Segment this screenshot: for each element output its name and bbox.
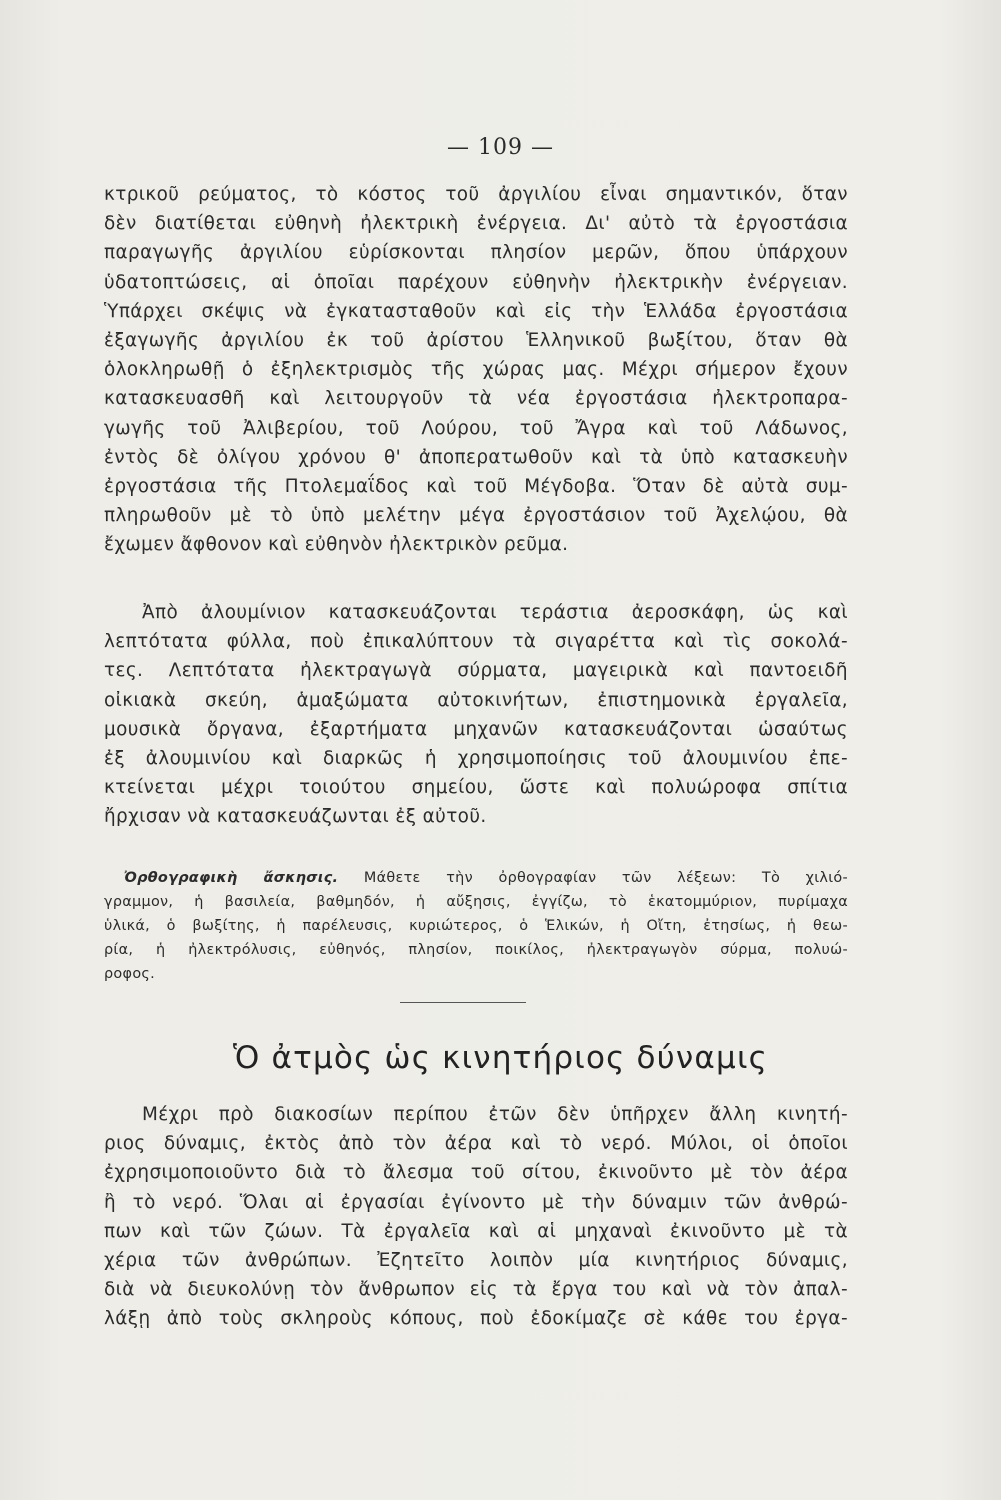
text-line: λάξῃ ἀπὸ τοὺς σκληροὺς κόπους, ποὺ ἐδοκίμαζε σὲ κάθε του ἐργα- (104, 1308, 848, 1330)
spelling-exercise (104, 866, 848, 986)
exercise-line: ρία, ἡ ἠλεκτρόλυσις, εὐθηνός, πλησίον, ποικίλος, ἠλεκτραγωγὸν σύρμα, πολυώ- (104, 942, 848, 958)
section-title: Ὁ ἀτμὸς ὡς κινητήριος δύναμις (232, 1040, 769, 1076)
text-line: ὁλοκληρωθῇ ὁ ἐξηλεκτρισμὸς τῆς χώρας μας. Μέχρι σήμερον ἔχουν (104, 359, 848, 381)
text-line: πληρωθοῦν μὲ τὸ ὑπὸ μελέτην μέγα ἐργοστάσιον τοῦ Ἀχελῴου, θὰ (104, 505, 848, 527)
text-line: λεπτότατα φύλλα, ποὺ ἐπικαλύπτουν τὰ σιγαρέττα καὶ τὶς σοκολά- (104, 631, 848, 653)
page-number: — 109 — (447, 135, 554, 160)
text-line: μουσικὰ ὄργανα, ἐξαρτήματα μηχανῶν κατασκευάζονται ὡσαύτως (104, 718, 848, 740)
text-line: Ἀπὸ ἀλουμίνιον κατασκευάζονται τεράστια ἀεροσκάφη, ὡς καὶ (142, 602, 848, 623)
text-line: κτείνεται μέχρι τοιούτου σημείου, ὥστε καὶ πολυώροφα σπίτια (104, 777, 848, 799)
text-line: κατασκευασθῆ καὶ λειτουργοῦν τὰ νέα ἐργοστάσια ἠλεκτροπαρα- (104, 388, 848, 410)
exercise-line: γραμμον, ἡ βασιλεία, βαθμηδόν, ἡ αὔξησις, ἐγγίζω, τὸ ἑκατομμύριον, πυρίμαχα (104, 894, 848, 910)
paragraph-aluminium-uses (104, 598, 848, 832)
exercise-first-line (104, 866, 848, 890)
text-line: παραγωγῆς ἀργιλίου εὑρίσκονται πλησίον μερῶν, ὅπου ὑπάρχουν (104, 242, 848, 264)
text-line: χέρια τῶν ἀνθρώπων. Ἐζητεῖτο λοιπὸν μία κινητήριος δύναμις, (104, 1249, 848, 1271)
text-line: δὲν διατίθεται εὐθηνὴ ἠλεκτρικὴ ἐνέργεια. Δι' αὐτὸ τὰ ἐργοστάσια (104, 213, 848, 235)
paragraph-steam-power (104, 1100, 848, 1334)
text-line: ἐξαγωγῆς ἀργιλίου ἐκ τοῦ ἀρίστου Ἑλληνικοῦ βωξίτου, ὅταν θὰ (104, 329, 848, 351)
text-line: ριος δύναμις, ἐκτὸς ἀπὸ τὸν ἀέρα καὶ τὸ νερό. Μύλοι, οἱ ὁποῖοι (104, 1133, 848, 1155)
text-line: ἤρχισαν νὰ κατασκευάζωνται ἐξ αὐτοῦ. (104, 806, 487, 828)
text-line: ἐργοστάσια τῆς Πτολεμαΐδος καὶ τοῦ Μέγδοβα. Ὅταν δὲ αὐτὰ συμ- (104, 475, 848, 497)
text-line: Μέχρι πρὸ διακοσίων περίπου ἐτῶν δὲν ὑπῆρχεν ἄλλη κινητή- (142, 1104, 848, 1125)
text-line: γωγῆς τοῦ Ἀλιβερίου, τοῦ Λούρου, τοῦ Ἄγρα καὶ τοῦ Λάδωνος, (104, 417, 848, 439)
text-line: οἰκιακὰ σκεύη, ἁμαξώματα αὐτοκινήτων, ἐπιστημονικὰ ἐργαλεῖα, (104, 689, 848, 711)
text-line: ἐξ ἀλουμινίου καὶ διαρκῶς ἡ χρησιμοποίησις τοῦ ἀλουμινίου ἐπε- (104, 747, 848, 769)
text-line: ἢ τὸ νερό. Ὅλαι αἱ ἐργασίαι ἐγίνοντο μὲ τὴν δύναμιν τῶν ἀνθρώ- (104, 1191, 848, 1213)
text-line: Ὑπάρχει σκέψις νὰ ἐγκατασταθοῦν καὶ εἰς τὴν Ἑλλάδα ἐργοστάσια (104, 300, 848, 322)
text-line: ἐντὸς δὲ ὀλίγου χρόνου θ' ἀποπερατωθοῦν καὶ τὰ ὑπὸ κατασκευὴν (104, 446, 848, 468)
exercise-title: Ὀρθογραφικὴ ἄσκησις. (124, 870, 339, 886)
exercise-line: ὑλικά, ὁ βωξίτης, ἡ παρέλευσις, κυριώτερος, ὁ Ἑλικών, ἡ Οἴτη, ἐτησίως, ἡ θεω- (104, 918, 848, 934)
text-line: διὰ νὰ διευκολύνῃ τὸν ἄνθρωπον εἰς τὰ ἔργα του καὶ νὰ τὸν ἀπαλ- (104, 1279, 848, 1301)
section-divider (400, 1002, 526, 1003)
text-line: ὑδατοπτώσεις, αἱ ὁποῖαι παρέχουν εὐθηνὴν ἠλεκτρικὴν ἐνέργειαν. (104, 271, 848, 293)
paragraph-aluminium-production (104, 180, 848, 559)
text-line: τες. Λεπτότατα ἠλεκτραγωγὰ σύρματα, μαγειρικὰ καὶ παντοειδῆ (104, 660, 848, 682)
text-line: κτρικοῦ ρεύματος, τὸ κόστος τοῦ ἀργιλίου εἶναι σημαντικόν, ὅταν (104, 184, 848, 205)
exercise-instruction: Μάθετε τὴν ὀρθογραφίαν τῶν λέξεων: Τὸ χιλιό- (363, 870, 848, 886)
text-line: πων καὶ τῶν ζώων. Τὰ ἐργαλεῖα καὶ αἱ μηχαναὶ ἐκινοῦντο μὲ τὰ (104, 1220, 848, 1242)
text-line: ἔχωμεν ἄφθονον καὶ εὐθηνὸν ἠλεκτρικὸν ρεῦμα. (104, 534, 569, 556)
exercise-line: ροφος. (104, 966, 156, 982)
text-line: ἐχρησιμοποιοῦντο διὰ τὸ ἄλεσμα τοῦ σίτου, ἐκινοῦντο μὲ τὸν ἀέρα (104, 1162, 848, 1184)
